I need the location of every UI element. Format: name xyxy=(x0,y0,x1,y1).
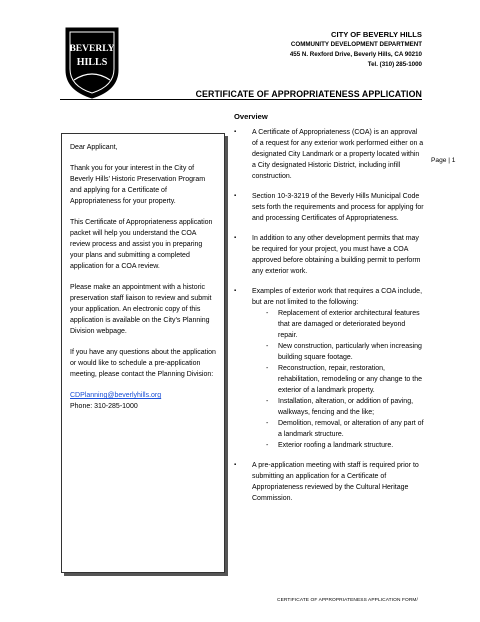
sub-list-item xyxy=(252,363,424,396)
document-title: CERTIFICATE OF APPROPRIATENESS APPLICATION xyxy=(195,89,422,99)
bullet-icon: ▪ xyxy=(234,288,237,294)
sub-item-text: Reconstruction, repair, restoration, rehabilitation, remodeling or any change to the exterior of a landmark property. xyxy=(278,365,422,394)
bullet-text: A pre-application meeting with staff is required prior to submitting an application for a Certificate of Appropriateness reviewed by the Cultural Heritage Commission. xyxy=(252,462,419,502)
letterhead xyxy=(290,30,422,70)
sub-list-item xyxy=(252,418,424,440)
planning-email-link[interactable]: CDPlanning@beverlyhills.org xyxy=(70,392,162,399)
letter-paragraph: Thank you for your interest in the City of Beverly Hills’ Historic Preservation Program and applying for a Certificate of Appropriateness for your property. xyxy=(70,165,206,205)
sub-list-item xyxy=(252,396,424,418)
dash-icon: - xyxy=(266,442,269,449)
department-name: COMMUNITY DEVELOPMENT DEPARTMENT xyxy=(290,41,422,48)
dash-icon: - xyxy=(266,420,269,427)
sub-item-text: Exterior roofing a landmark structure. xyxy=(278,442,394,449)
list-item xyxy=(234,286,424,451)
title-divider xyxy=(60,99,422,100)
bullet-icon: ▪ xyxy=(234,235,237,241)
logo-text-line1: BEVERLY xyxy=(69,44,115,54)
bullet-text: In addition to any other development permits that may be required for your project, you must have a COA approved before obtaining a building permit to perform any exterior work. xyxy=(252,235,421,275)
sub-item-text: Replacement of exterior architectural features that are damaged or deteriorated beyond repair. xyxy=(278,310,420,339)
planning-phone: Phone: 310-285-1000 xyxy=(70,403,138,410)
letter-paragraph: This Certificate of Appropriateness application packet will help you understand the COA review process and assist you in preparing your plans and submitting a completed application for a COA review. xyxy=(70,219,213,270)
logo-text-line2: HILLS xyxy=(76,57,108,68)
applicant-letter-box xyxy=(61,133,225,573)
bullet-icon: ▪ xyxy=(234,129,237,135)
list-item xyxy=(234,127,424,182)
city-name: CITY OF BEVERLY HILLS xyxy=(330,30,422,39)
bullet-text: Examples of exterior work that requires a COA include, but are not limited to the following: xyxy=(252,288,423,306)
sub-list-item xyxy=(252,341,424,363)
letter-paragraph: If you have any questions about the application or would like to schedule a pre-application meeting, please contact the Planning Division: xyxy=(70,349,216,378)
sub-item-text: New construction, particularly when increasing building square footage. xyxy=(278,343,422,361)
bullet-text: A Certificate of Appropriateness (COA) is an approval of a request for any exterior work performed either on a designated City Landmark or a property located within a City designated Historic District, including infill construction. xyxy=(252,129,424,180)
dash-icon: - xyxy=(266,310,269,317)
bullet-icon: ▪ xyxy=(234,193,237,199)
sub-list-item xyxy=(252,308,424,341)
page-number: Page | 1 xyxy=(431,157,456,164)
bullet-text: Section 10-3-3219 of the Beverly Hills Municipal Code sets forth the requirements and process for applying for and processing Certificates of Appropriateness. xyxy=(252,193,424,222)
overview-list xyxy=(234,127,424,513)
department-phone: Tel. (310) 285-1000 xyxy=(367,61,422,68)
overview-heading: Overview xyxy=(234,112,268,121)
beverly-hills-shield-logo xyxy=(62,24,122,100)
form-footer: CERTIFICATE OF APPROPRIATENESS APPLICATION FORM/ xyxy=(277,598,418,603)
list-item xyxy=(234,191,424,224)
dash-icon: - xyxy=(266,343,269,350)
letter-paragraph: Please make an appointment with a historic preservation staff liaison to review and submit your application. An electronic copy of this application is available on the City’s Planning Division webpage. xyxy=(70,284,212,335)
bullet-icon: ▪ xyxy=(234,462,237,468)
sub-item-text: Installation, alteration, or addition of paving, walkways, fencing and the like; xyxy=(278,398,414,416)
sub-list-item xyxy=(252,440,424,451)
sub-item-text: Demolition, removal, or alteration of any part of a landmark structure. xyxy=(278,420,424,438)
letter-greeting: Dear Applicant, xyxy=(70,144,118,151)
department-address: 455 N. Rexford Drive, Beverly Hills, CA 90210 xyxy=(289,51,422,58)
list-item xyxy=(234,233,424,277)
dash-icon: - xyxy=(266,398,269,405)
list-item xyxy=(234,460,424,504)
dash-icon: - xyxy=(266,365,269,372)
